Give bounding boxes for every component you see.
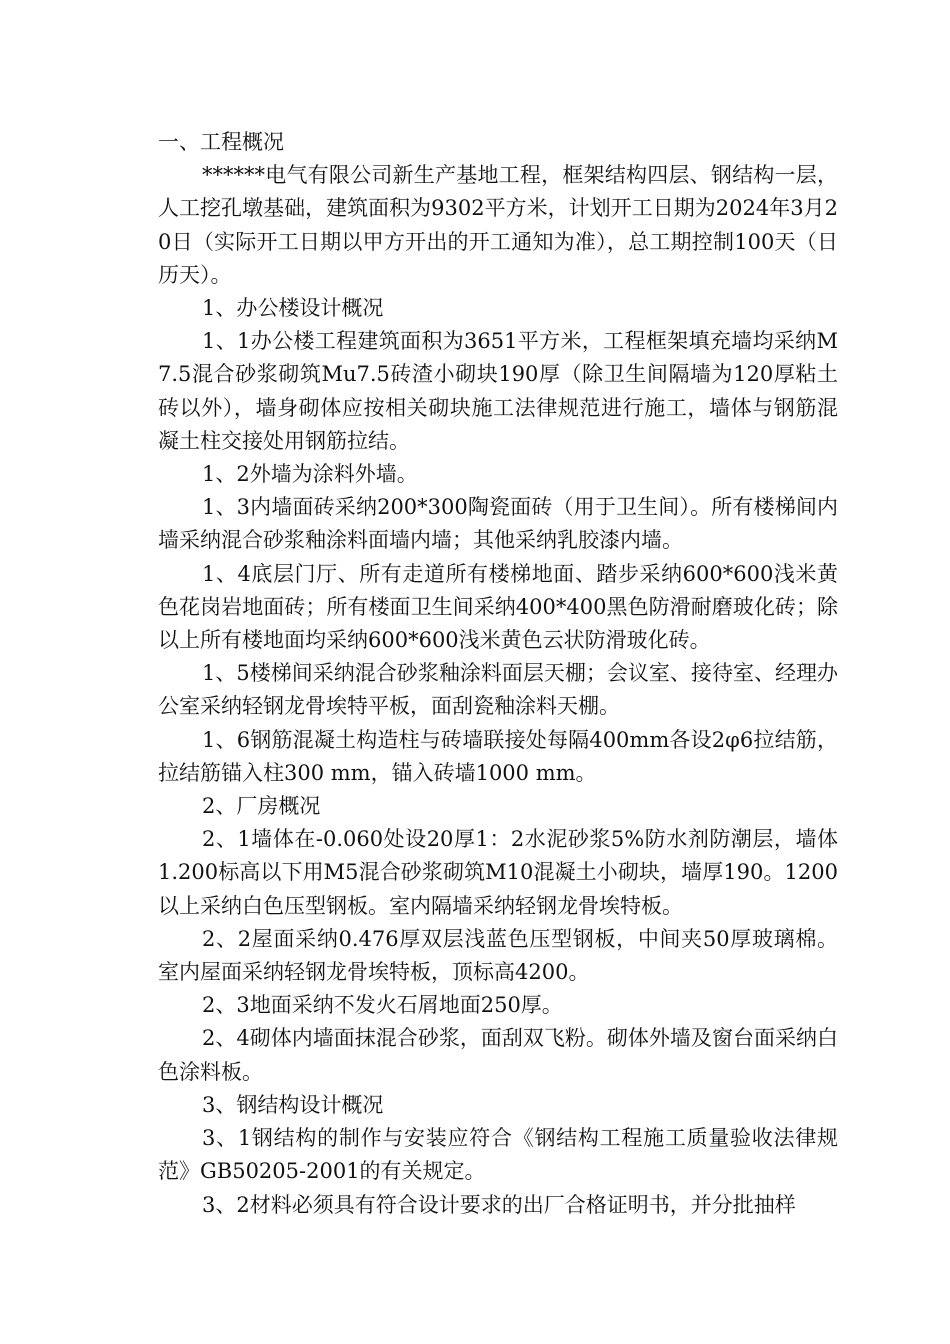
paragraph-2-4: 2、4砌体内墙面抹混合砂浆，面刮双飞粉。砌体外墙及窗台面采纳白色涂料板。 [158, 1026, 838, 1084]
paragraph-2-3: 2、3地面采纳不发火石屑地面250厚。 [202, 993, 563, 1018]
paragraph-2-2: 2、2屋面采纳0.476厚双层浅蓝色压型钢板，中间夹50厚玻璃棉。室内屋面采纳轻钢龙骨埃特板，顶标高4200。 [158, 926, 838, 985]
paragraph-overview: ******电气有限公司新生产基地工程，框架结构四层、钢结构一层，人工挖孔墩基础，建筑面积为9302平方米，计划开工日期为2024年3月20日（实际开工日期以甲方开出的开工通知为准），总工期控制100天（日历天）。 [158, 163, 838, 287]
paragraph-1-3: 1、3内墙面砖采纳200*300陶瓷面砖（用于卫生间）。所有楼梯间内墙采纳混合砂浆釉涂料面墙内墙；其他采纳乳胶漆内墙。 [158, 495, 838, 553]
paragraph-1-4: 1、4底层门厅、所有走道所有楼梯地面、踏步采纳600*600浅米黄色花岗岩地面砖；所有楼面卫生间采纳400*400黑色防滑耐磨玻化砖；除以上所有楼地面均采纳600*600浅米黄色云状防滑玻化砖。 [158, 561, 838, 653]
section-title: 一、工程概况 [158, 130, 284, 154]
paragraph-3-2: 3、2材料必须具有符合设计要求的出厂合格证明书，并分批抽样 [202, 1192, 796, 1217]
document-body [158, 126, 838, 1222]
paragraph-1-1: 1、1办公楼工程建筑面积为3651平方米，工程框架填充墙均采纳M7.5混合砂浆砌筑Mu7.5砖渣小砌块190厚（除卫生间隔墙为120厚粘土砖以外），墙身砌体应按相关砌块施工法律规范进行施工，墙体与钢筋混凝土柱交接处用钢筋拉结。 [158, 329, 838, 453]
paragraph-1-5: 1、5楼梯间采纳混合砂浆釉涂料面层天棚；会议室、接待室、经理办公室采纳轻钢龙骨埃特平板，面刮瓷釉涂料天棚。 [158, 661, 838, 719]
paragraph-2-1: 2、1墙体在-0.060处设20厚1：2水泥砂浆5%防水剂防潮层，墙体1.200标高以下用M5混合砂浆砌筑M10混凝土小砌块，墙厚190。1200以上采纳白色压型钢板。室内隔墙采纳轻钢龙骨埃特板。 [158, 827, 838, 918]
subheading-office-building: 1、办公楼设计概况 [202, 296, 384, 321]
subheading-steel-structure: 3、钢结构设计概况 [202, 1092, 384, 1117]
subheading-factory: 2、厂房概况 [202, 794, 321, 819]
paragraph-1-6: 1、6钢筋混凝土构造柱与砖墙联接处每隔400mm各设2φ6拉结筋，拉结筋锚入柱300 mm，锚入砖墙1000 mm。 [158, 727, 838, 785]
paragraph-3-1: 3、1钢结构的制作与安装应符合《钢结构工程施工质量验收法律规范》GB50205-2001的有关规定。 [158, 1126, 838, 1184]
paragraph-1-2: 1、2外墙为涂料外墙。 [202, 462, 418, 487]
